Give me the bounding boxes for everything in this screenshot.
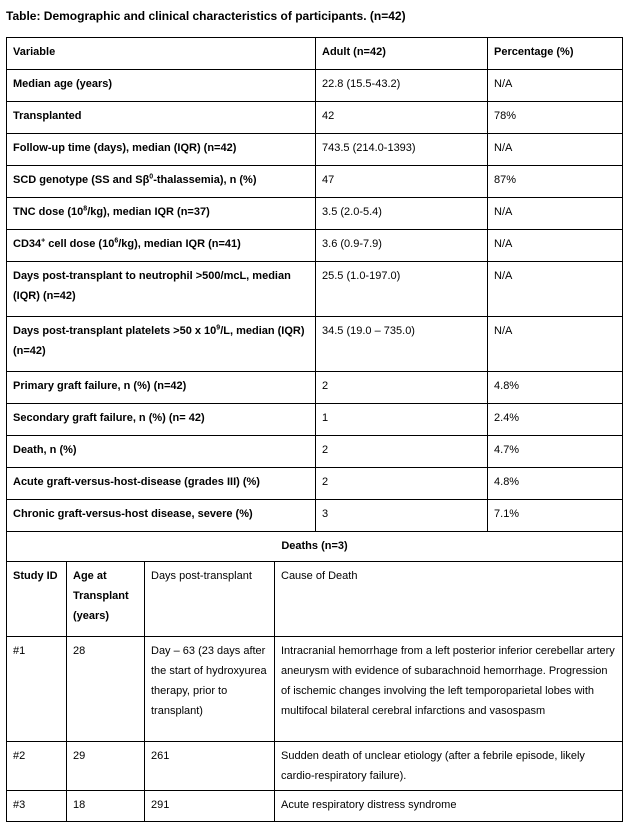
variable-cell: Chronic graft-versus-host disease, severe (%) — [7, 500, 316, 532]
days-cell: Day – 63 (23 days after the start of hydroxyurea therapy, prior to transplant) — [145, 637, 275, 742]
header-adult: Adult (n=42) — [316, 38, 488, 70]
adult-cell: 47 — [316, 166, 488, 198]
adult-cell: 743.5 (214.0-1393) — [316, 134, 488, 166]
deaths-title-row — [7, 532, 623, 562]
variable-cell: Secondary graft failure, n (%) (n= 42) — [7, 404, 316, 436]
percentage-cell: N/A — [488, 70, 623, 102]
percentage-cell: N/A — [488, 134, 623, 166]
table-row — [7, 166, 623, 198]
adult-cell: 2 — [316, 372, 488, 404]
variable-cell: Follow-up time (days), median (IQR) (n=42) — [7, 134, 316, 166]
percentage-cell: 4.8% — [488, 468, 623, 500]
days-cell: 261 — [145, 742, 275, 791]
table-row — [7, 230, 623, 262]
percentage-cell: N/A — [488, 198, 623, 230]
table-row — [7, 134, 623, 166]
variable-cell: Death, n (%) — [7, 436, 316, 468]
variable-cell: SCD genotype (SS and $S\beta^0-thalassemia$), n (%) — [7, 166, 316, 198]
cause-cell: Acute respiratory distress syndrome — [275, 791, 623, 822]
percentage-cell: 4.8% — [488, 372, 623, 404]
variable-cell: CD34+ cell dose $(10^6/kg)$, median IQR (n=41) — [7, 230, 316, 262]
adult-cell: 3.5 (2.0-5.4) — [316, 198, 488, 230]
adult-cell: 2 — [316, 436, 488, 468]
variable-cell: Median age (years) — [7, 70, 316, 102]
table-row — [7, 436, 623, 468]
study-id-cell: #3 — [7, 791, 67, 822]
adult-cell: 2 — [316, 468, 488, 500]
deaths-title: Deaths (n=3) — [7, 532, 623, 562]
death-row — [7, 637, 623, 742]
variable-cell: Acute graft-versus-host-disease (grades III) (%) — [7, 468, 316, 500]
cause-cell: Sudden death of unclear etiology (after a febrile episode, likely cardio-respiratory failure). — [275, 742, 623, 791]
characteristics-table — [6, 37, 623, 822]
table-row — [7, 404, 623, 436]
deaths-header-row — [7, 562, 623, 637]
percentage-cell: 4.7% — [488, 436, 623, 468]
percentage-cell: 7.1% — [488, 500, 623, 532]
table-row — [7, 198, 623, 230]
percentage-cell: N/A — [488, 262, 623, 317]
header-cause: Cause of Death — [275, 562, 623, 637]
table-row — [7, 262, 623, 317]
variable-cell: Primary graft failure, n (%) (n=42) — [7, 372, 316, 404]
table-row — [7, 372, 623, 404]
table-row — [7, 102, 623, 134]
adult-cell: 42 — [316, 102, 488, 134]
variable-cell: Transplanted — [7, 102, 316, 134]
table-caption: Table: Demographic and clinical characteristics of participants. (n=42) — [6, 9, 406, 23]
variable-cell: Days post-transplant to neutrophil >500/mcL, median (IQR) (n=42) — [7, 262, 316, 317]
adult-cell: 25.5 (1.0-197.0) — [316, 262, 488, 317]
adult-cell: 22.8 (15.5-43.2) — [316, 70, 488, 102]
adult-cell: 3.6 (0.9-7.9) — [316, 230, 488, 262]
header-age: Age at Transplant (years) — [67, 562, 145, 637]
percentage-cell: N/A — [488, 317, 623, 372]
study-id-cell: #1 — [7, 637, 67, 742]
death-row — [7, 742, 623, 791]
adult-cell: 1 — [316, 404, 488, 436]
age-cell: 28 — [67, 637, 145, 742]
study-id-cell: #2 — [7, 742, 67, 791]
percentage-cell: 78% — [488, 102, 623, 134]
table-row — [7, 317, 623, 372]
percentage-cell: N/A — [488, 230, 623, 262]
header-days: Days post-transplant — [145, 562, 275, 637]
age-cell: 18 — [67, 791, 145, 822]
table-row — [7, 500, 623, 532]
cause-cell: Intracranial hemorrhage from a left posterior inferior cerebellar artery aneurysm with evidence of subarachnoid hemorrhage. Progression of ischemic changes involving the left temporoparietal lobes with multifocal bilateral cerebral infarctions and vasospasm — [275, 637, 623, 742]
table-header-row — [7, 38, 623, 70]
death-row — [7, 791, 623, 822]
variable-cell: Days post-transplant platelets >50 x $10^9/L$, median (IQR) (n=42) — [7, 317, 316, 372]
percentage-cell: 2.4% — [488, 404, 623, 436]
adult-cell: 3 — [316, 500, 488, 532]
table-row — [7, 70, 623, 102]
adult-cell: 34.5 (19.0 – 735.0) — [316, 317, 488, 372]
header-variable: Variable — [7, 38, 316, 70]
table-row — [7, 468, 623, 500]
days-cell: 291 — [145, 791, 275, 822]
age-cell: 29 — [67, 742, 145, 791]
variable-cell: TNC dose $(10^8/kg)$, median IQR (n=37) — [7, 198, 316, 230]
header-study-id: Study ID — [7, 562, 67, 637]
header-percentage: Percentage (%) — [488, 38, 623, 70]
percentage-cell: 87% — [488, 166, 623, 198]
